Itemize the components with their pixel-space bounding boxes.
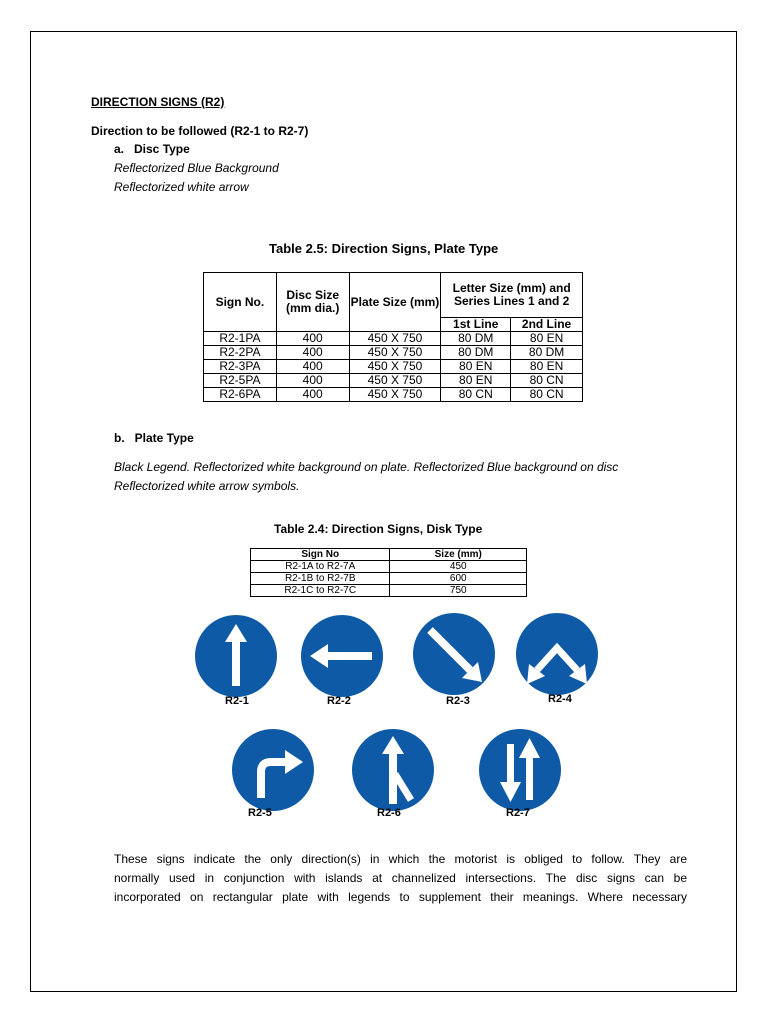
cell: R2-1PA (204, 332, 277, 346)
section-heading: DIRECTION SIGNS (R2) (91, 95, 225, 109)
disc-type-line-2: Reflectorized white arrow (114, 180, 249, 194)
header-line-1: 1st Line (441, 318, 511, 332)
table-disk-title: Table 2.4: Direction Signs, Disk Type (274, 522, 483, 536)
header-letter-size: Letter Size (mm) and Series Lines 1 and 2 (441, 273, 583, 318)
disc-type-line-1: Reflectorized Blue Background (114, 161, 279, 175)
cell: R2-1C to R2-7C (251, 585, 390, 597)
cell: 80 CN (511, 388, 583, 402)
sign-r2-5-turn-right-arrow-icon (231, 728, 315, 812)
header-line-2: 2nd Line (511, 318, 583, 332)
disc-type-label: a. Disc Type (114, 142, 190, 156)
cell: 400 (276, 374, 349, 388)
subheading: Direction to be followed (R2-1 to R2-7) (91, 124, 309, 138)
table-row (251, 561, 527, 573)
cell: 600 (390, 573, 527, 585)
cell: R2-1A to R2-7A (251, 561, 390, 573)
sign-r2-3-diagonal-arrow-icon (412, 612, 496, 696)
cell: 400 (276, 360, 349, 374)
cell: 80 EN (441, 374, 511, 388)
header-size: Size (mm) (390, 549, 527, 561)
sign-r2-7-up-down-arrows-icon (478, 728, 562, 812)
cell: 450 X 750 (349, 388, 441, 402)
table-row (251, 573, 527, 585)
cell: 80 EN (511, 360, 583, 374)
cell: 450 (390, 561, 527, 573)
sign-label-r2-5: R2-5 (248, 807, 272, 819)
sign-r2-4-fork-arrow-icon (515, 612, 599, 696)
cell: 400 (276, 332, 349, 346)
plate-type-line-1: Black Legend. Reflectorized white background on plate. Reflectorized Blue background on disc (114, 460, 619, 474)
table-row (204, 388, 583, 402)
sign-label-r2-2: R2-2 (327, 695, 351, 707)
table-plate-title: Table 2.5: Direction Signs, Plate Type (269, 241, 499, 256)
cell: 80 EN (511, 332, 583, 346)
cell: 400 (276, 346, 349, 360)
sign-label-r2-3: R2-3 (446, 695, 470, 707)
cell: 450 X 750 (349, 360, 441, 374)
paragraph-line-1: These signs indicate the only direction(s) in which the motorist is obliged to follow. They are (114, 852, 687, 866)
cell: 80 EN (441, 360, 511, 374)
sign-label-r2-6: R2-6 (377, 807, 401, 819)
header-sign-no: Sign No (251, 549, 390, 561)
cell: R2-6PA (204, 388, 277, 402)
cell: 80 DM (441, 346, 511, 360)
cell: 80 DM (511, 346, 583, 360)
plate-type-line-2: Reflectorized white arrow symbols. (114, 479, 300, 493)
table-row (251, 585, 527, 597)
header-plate-size: Plate Size (mm) (349, 273, 441, 332)
table-row (204, 346, 583, 360)
paragraph-line-3: incorporated on rectangular plate with legends to supplement their meanings. Where necessary (114, 890, 687, 904)
cell: 80 CN (441, 388, 511, 402)
sign-label-r2-4: R2-4 (548, 693, 572, 705)
cell: 450 X 750 (349, 374, 441, 388)
cell: 80 DM (441, 332, 511, 346)
sign-r2-6-merge-arrow-icon (351, 728, 435, 812)
cell: R2-2PA (204, 346, 277, 360)
cell: 400 (276, 388, 349, 402)
sign-label-r2-1: R2-1 (225, 695, 249, 707)
header-disc-size: Disc Size (mm dia.) (276, 273, 349, 332)
cell: 450 X 750 (349, 346, 441, 360)
table-row (204, 332, 583, 346)
sign-r2-1-straight-arrow-icon (194, 614, 278, 698)
body-paragraph (114, 850, 687, 907)
disk-type-table (250, 548, 527, 597)
cell: R2-1B to R2-7B (251, 573, 390, 585)
table-row (204, 360, 583, 374)
paragraph-line-2: normally used in conjunction with islands at channelized intersections. The disc signs can be (114, 871, 687, 885)
table-row (204, 374, 583, 388)
sign-label-r2-7: R2-7 (506, 807, 530, 819)
plate-type-table (203, 272, 583, 402)
cell: R2-3PA (204, 360, 277, 374)
page-frame (30, 31, 737, 992)
header-sign-no: Sign No. (204, 273, 277, 332)
cell: 450 X 750 (349, 332, 441, 346)
cell: 80 CN (511, 374, 583, 388)
plate-type-label: b. Plate Type (114, 431, 194, 445)
cell: R2-5PA (204, 374, 277, 388)
cell: 750 (390, 585, 527, 597)
sign-r2-2-left-arrow-icon (300, 614, 384, 698)
